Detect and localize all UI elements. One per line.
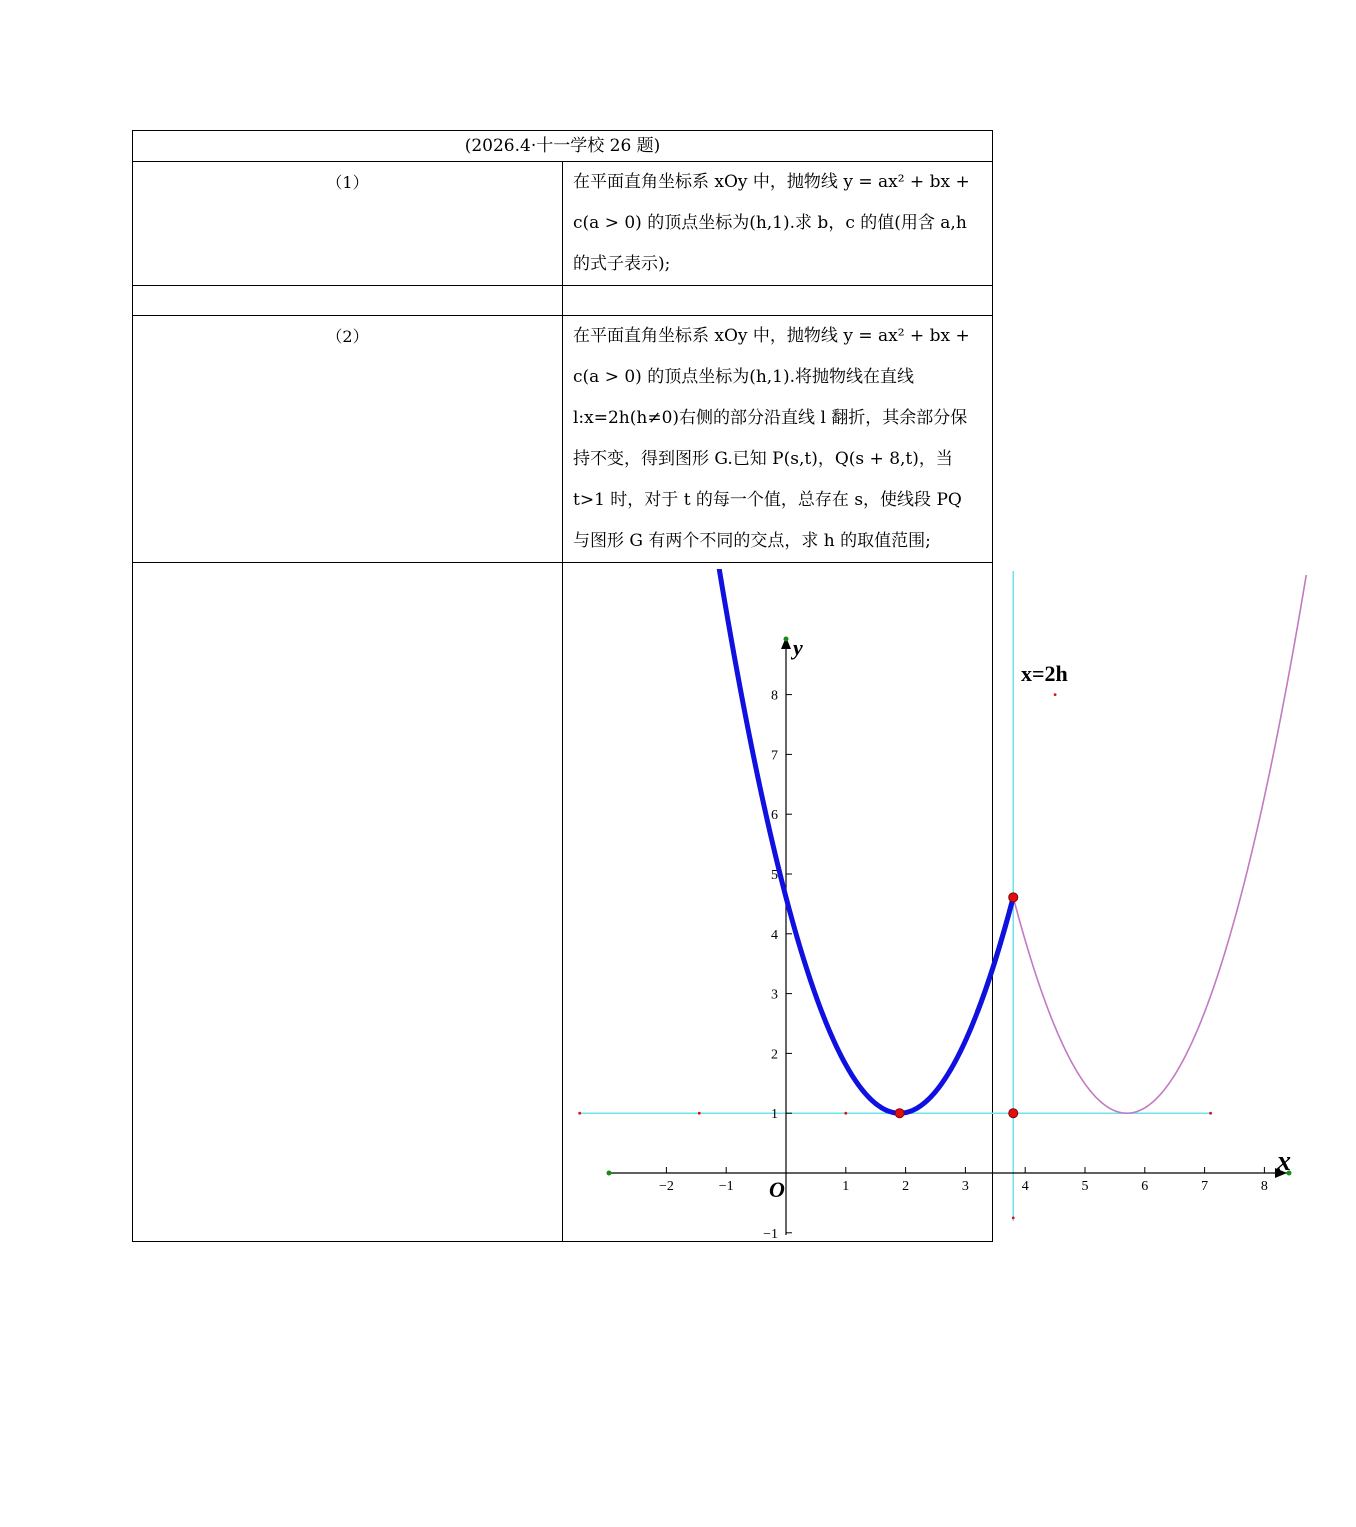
axes [581, 571, 1287, 1235]
x-tick-label: 4 [1021, 1179, 1029, 1194]
y-tick-label: 3 [771, 987, 778, 1003]
labels [578, 635, 1291, 1242]
construction-dot [1209, 1112, 1212, 1115]
construction-dot [698, 1112, 701, 1115]
x-tick-label: 6 [1141, 1179, 1149, 1194]
curves [708, 501, 1306, 1113]
key-point [895, 1109, 904, 1118]
x-tick-label: −2 [658, 1179, 674, 1194]
y-tick-label: 1 [771, 1107, 778, 1123]
axis-end-dot [784, 637, 789, 642]
q2-number: （2） [133, 316, 563, 563]
origin-label: O [769, 1177, 785, 1202]
q2-text: 在平面直角坐标系 xOy 中，抛物线 y = ax² + bx + c(a > 0) 的顶点坐标为(h,1).将抛物线在直线 l:x=2h(h≠0)右侧的部分沿直线 l 翻折，其余部分保持不变，得到图形 G.已知 P(s,t)，Q(s + 8,t)，当 t>1 时，对于 t 的每一个值，总存在 s，使线段 PQ 与图形 G 有两个不同的交点，求 h 的取值范围; [563, 316, 993, 563]
y-tick-label: 5 [771, 868, 778, 883]
y-tick-label: 8 [771, 688, 778, 704]
construction-dot [1012, 1216, 1015, 1219]
x-tick-label: 8 [1260, 1179, 1268, 1194]
function-graph [563, 563, 1356, 1242]
q1-text: 在平面直角坐标系 xOy 中，抛物线 y = ax² + bx + c(a > 0) 的顶点坐标为(h,1).求 b，c 的值(用含 a,h 的式子表示); [563, 162, 993, 286]
x-tick-label: 7 [1201, 1179, 1209, 1194]
x-tick-label: 2 [902, 1179, 910, 1194]
empty-cell [133, 286, 563, 316]
y-tick-label: 2 [771, 1047, 778, 1063]
y-tick-label: 6 [771, 808, 778, 824]
y-tick-label: 4 [771, 927, 778, 943]
line-l-label: x=2h [1021, 661, 1068, 686]
source-header: (2026.4·十一学校 26 题) [133, 131, 993, 162]
construction-dot [578, 1112, 581, 1115]
parabola-left-part [708, 501, 1013, 1113]
axis-end-dot [607, 1171, 612, 1176]
y-axis-label: y [793, 635, 803, 660]
empty-cell [133, 563, 563, 1242]
question-table [132, 130, 1291, 1242]
x-axis-label: x [1277, 1146, 1291, 1177]
construction-dot [844, 1112, 847, 1115]
reflected-curve [1013, 575, 1306, 1113]
graph-cell [563, 563, 1291, 1242]
empty-cell [563, 286, 993, 316]
x-tick-label: −1 [718, 1179, 734, 1194]
x-tick-label: 3 [961, 1179, 969, 1194]
x-tick-label: 1 [842, 1179, 850, 1194]
x-tick-label: 5 [1081, 1179, 1089, 1194]
key-point [1009, 1109, 1018, 1118]
q1-number: （1） [133, 162, 563, 286]
y-tick-label: 7 [771, 748, 778, 764]
key-point [1009, 893, 1018, 902]
construction-dot [1054, 693, 1057, 696]
y-tick-label: −1 [763, 1226, 778, 1242]
